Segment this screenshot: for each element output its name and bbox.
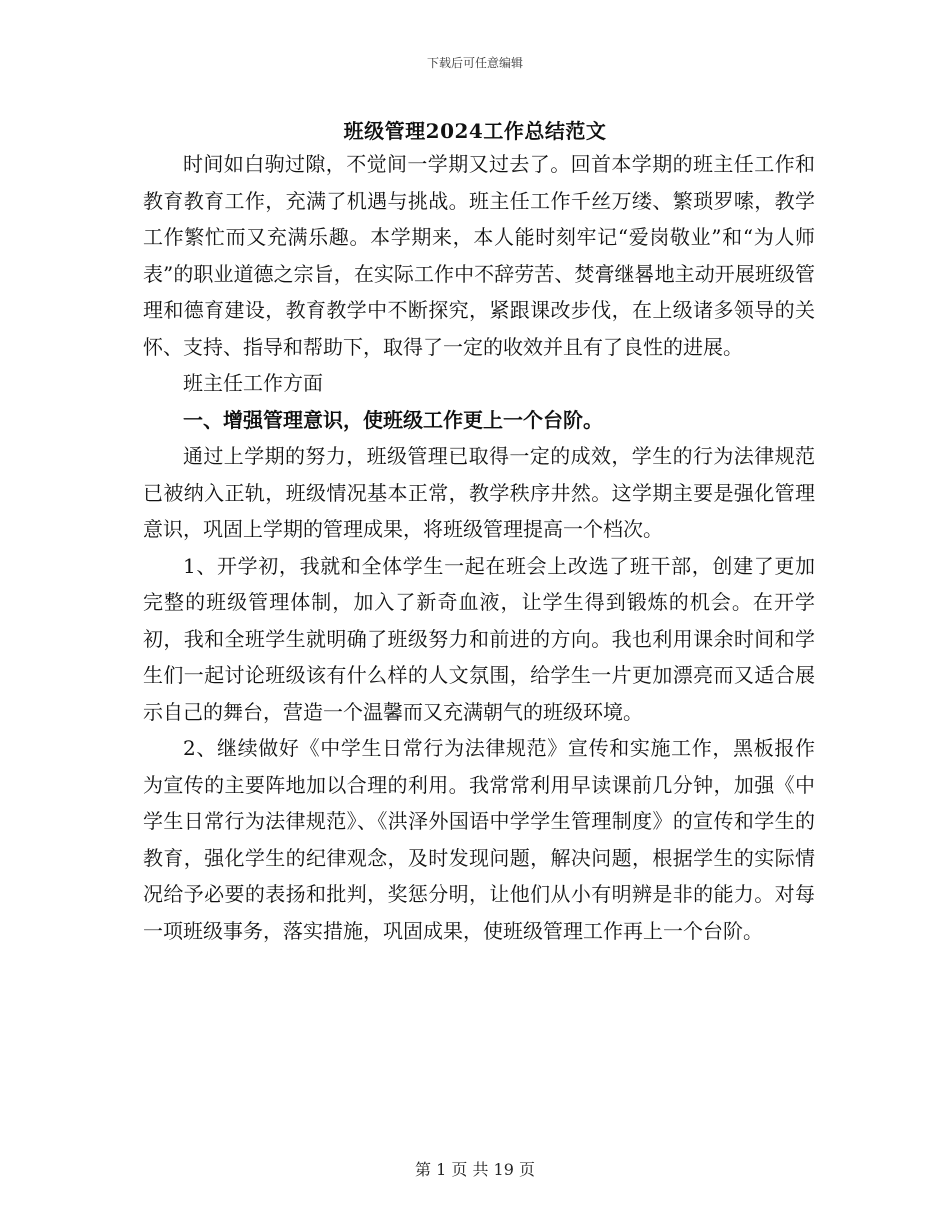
document-body <box>143 146 815 949</box>
body-paragraph: 通过上学期的努力，班级管理已取得一定的成效，学生的行为法律规范已被纳入正轨，班级情况基本正常，教学秩序井然。这学期主要是强化管理意识，巩固上学期的管理成果，将班级管理提高一个档次。 <box>143 444 815 541</box>
intro-paragraph: 时间如白驹过隙，不觉间一学期又过去了。回首本学期的班主任工作和教育教育工作，充满了机遇与挑战。班主任工作千丝万缕、繁琐罗嗦，教学工作繁忙而又充满乐趣。本学期来，本人能时刻牢记“爱岗敬业”和“为人师表”的职业道德之宗旨，在实际工作中不辞劳苦、焚膏继晷地主动开展班级管理和德育建设，教育教学中不断探究，紧跟课改步伐，在上级诸多领导的关怀、支持、指导和帮助下，取得了一定的收效并且有了良性的进展。 <box>143 152 815 359</box>
document-title: 班级管理2024工作总结范文 <box>343 119 607 143</box>
section-heading: 一、增强管理意识，使班级工作更上一个台阶。 <box>183 407 603 432</box>
body-paragraph-item-2: 2、继续做好《中学生日常行为法律规范》宣传和实施工作，黑板报作为宣传的主要阵地加以合理的利用。我常常利用早读课前几分钟，加强《中学生日常行为法律规范》、《洪泽外国语中学学生管理制度》的宣传和学生的教育，强化学生的纪律观念，及时发现问题，解决问题，根据学生的实际情况给予必要的表扬和批判，奖惩分明，让他们从小有明辨是非的能力。对每一项班级事务，落实措施，巩固成果，使班级管理工作再上一个台阶。 <box>143 736 815 943</box>
section-label: 班主任工作方面 <box>183 371 323 395</box>
page-number: 第 1 页 共 19 页 <box>415 1160 535 1179</box>
body-paragraph-item-1: 1、开学初，我就和全体学生一起在班会上改选了班干部，创建了更加完整的班级管理体制，加入了新奇血液，让学生得到锻炼的机会。在开学初，我和全班学生就明确了班级努力和前进的方向。我也利用课余时间和学生们一起讨论班级该有什么样的人文氛围，给学生一片更加漂亮而又适合展示自己的舞台，营造一个温馨而又充满朝气的班级环境。 <box>143 553 815 724</box>
page-header-note: 下载后可任意编辑 <box>426 56 523 70</box>
